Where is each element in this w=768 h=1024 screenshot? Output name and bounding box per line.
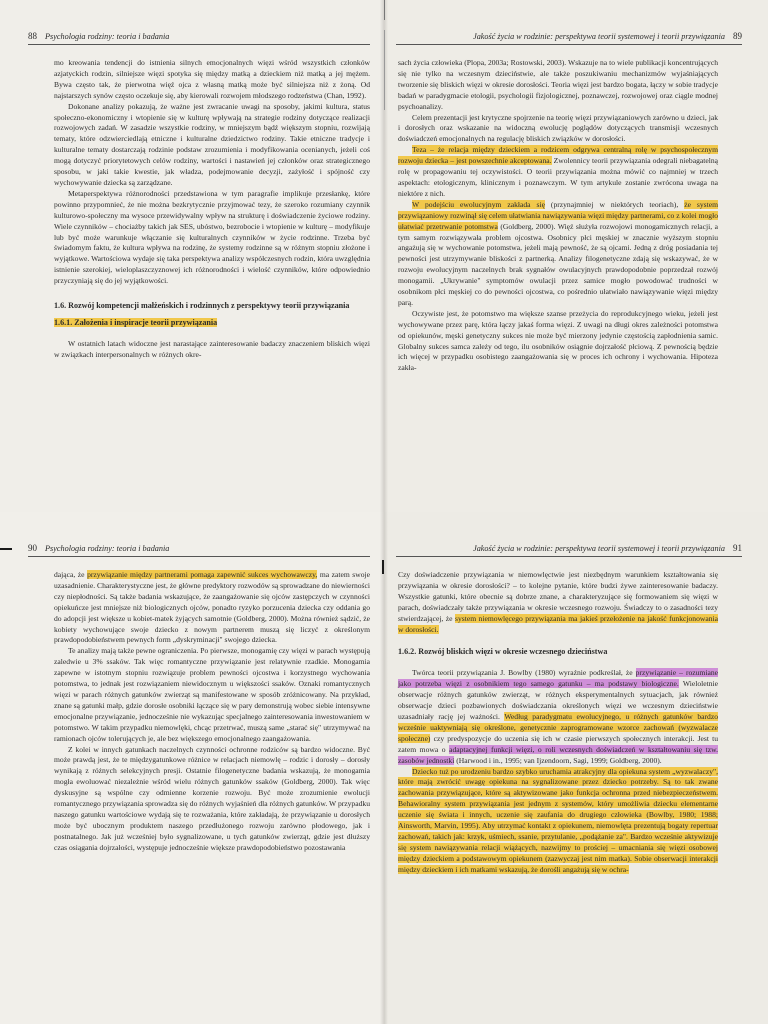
page-number: 90 bbox=[28, 543, 37, 553]
paragraph-text: ma zatem swoje uzasadnienie. Charakterystyczne jest, że główne predyktory rozwodów są sprowadzane do niewierności czy niepłodności. Są także badania wskazujące, że zaangażowanie się ojców zastępczych w czynności opiekuńcze jest mniejsze niż biologicznych ojców, ponadto ryzyko porzucenia dziecka czy oddania go do adopcji jest większe u kobiet-matek żyjących samotnie (Goldberg, 2000). Można również sądzić, że kobiety wychowujące swoje dziecko z nowym partnerem muszą się liczyć z określonym prawdopodobieństwem pewnych form „dyskryminacji" swojego dziecka. bbox=[54, 570, 371, 645]
paragraph-text: (Goldberg, 2000). Więź służyła rozwojowi monogamicznych relacji, a tym samym rozwiązywała problem ojcostwa. Osobnicy płci męskiej w znacznie wyższym stopniu angażują się w wychowanie potomstwa, jeżeli mają pewność, że są ojcami. Jedną z dróg posiadania tej pewności jest utrzymywanie bliskości z partnerką. Analizy filogenetyczne zdają się wskazywać, że w rozwoju ewolucyjnym naczelnych brak sygnałów owulacyjnych prawdopodobnie poprzedzał rozwój monogamii. „Ukrywanie" symptomów owulacji przez samice mogło powodować trudności w osobnikom płci męskiej co do pewności ojcostwa, co pośrednio ułatwiało nawiązywanie więzi między parą. bbox=[398, 221, 719, 307]
paragraph: sach życia człowieka (Plopa, 2003a; Rostowski, 2003). Wskazuje na to wiele publikacji koncentrujących się nie tylko na wczesnym dzieciństwie, ale także poszukiwaniu mechanizmów wyjaśniających tworzenie się bliskich więzi w okresie dorosłości. Teoria więzi jest bardzo bogata, łączy w sobie tradycje badań w paradygmacie etologii, psychologii fizjologicznej, poznawczej, rozwojowej oraz ciągle modnej psychoanalizy. bbox=[398, 58, 718, 111]
page-91 bbox=[384, 512, 768, 1024]
page-body bbox=[398, 58, 718, 374]
highlighted-passage: przywiązanie między partnerami pomaga zapewnić sukces wychowawczy, bbox=[87, 570, 318, 579]
paragraph-text: czy predyspozycje do uczenia się ich w czasie pierwszych społecznych interakcji. Jest tu zatem mowa o bbox=[398, 733, 718, 754]
highlighted-passage: W podejściu ewolucyjnym zakłada się bbox=[412, 199, 545, 209]
subsection-heading bbox=[54, 318, 370, 329]
page-89 bbox=[384, 0, 768, 512]
page-body bbox=[54, 58, 370, 361]
running-head bbox=[396, 30, 742, 45]
running-head-title: Jakość życia w rodzinie: perspektywa teorii systemowej i teorii przywiązania bbox=[473, 32, 725, 41]
paragraph bbox=[398, 668, 718, 766]
book-spine-shadow bbox=[380, 0, 388, 1024]
paragraph: Dokonane analizy pokazują, że ważne jest zwracanie uwagi na sposoby, jakimi kultura, status społeczno-ekonomiczny i wtopienie się w kulturę wpływają na strategie rodziny dotyczące realizacji rozwojowych zadań. W zasadzie wszystkie rodziny, w mniejszym bądź większym stopniu, rozwijają tematy, które odzwierciedlają etniczne i kulturalne dziedzictwo rodziny. Takie etniczne tradycje i kulturalne tematy dostarczają rodzinie podstaw zrozumienia i modyfikowania ocenianych, jeżeli coś mogą dotyczyć priorytetowych celów rodziny, wartości i nastawień jej członków oraz strategicznego sposobu, w jaki takie kwestie, jak władza, podejmowanie decyzji, zażyłość i spójność czy wychowywanie dziecka są zarządzane. bbox=[54, 101, 370, 187]
highlighted-passage: adaptacyjnej funkcji więzi, o roli wczesnych doświadczeń w kształtowaniu się tzw. zasobów jednostki bbox=[398, 744, 718, 765]
paragraph: W ostatnich latach widoczne jest narastające zainteresowanie badaczy znaczeniem bliskich więzi w związkach interpersonalnych w różnych okre- bbox=[54, 338, 370, 359]
highlighted-passage: Według paradygmatu ewolucyjnego, u różnych gatunków bardzo wcześnie uaktywniają się określone, genetycznie zaprogramowane wzorce zachowań (wyzwalacze społeczne) bbox=[398, 711, 718, 743]
highlighted-passage: Teza – że relacja między dzieckiem a rodzicem odgrywa centralną rolę w psychospołecznym rozwoju dziecka – jest powszechnie akceptowana. bbox=[398, 145, 718, 166]
highlighted-subheading: 1.6.1. Założenia i inspiracje teorii przywiązania bbox=[54, 317, 218, 327]
fold-line bbox=[384, 30, 385, 110]
page-number: 89 bbox=[733, 31, 742, 41]
page-body bbox=[398, 570, 718, 876]
running-head-title: Psychologia rodziny: teoria i badania bbox=[45, 544, 170, 553]
paragraph: Te analizy mają także pewne ograniczenia. Po pierwsze, monogamię czy więzi w parach występują zaledwie u 3% ssaków. Tak więc romantyczne przywiązanie jest relatywnie rzadkie. Monogamia zapewne w istotnym stopniu rozwiązuje problem pewności ojcostwa i korzystnego wychowania potomstwa, to jednak jest rozwiązaniem niewidocznym u większości ssaków. Oznaki romantycznych więzi w parach różnych gatunków zwierząt są manifestowane w sposób zróżnicowany. Na przykład, znane są gatunki małp, gdzie dorosłe osobniki łączące się w pary demonstrują wobec siebie intensywne emocjonalne przywiązanie, jednocześnie nie wykazując specjalnego zainteresowania inwestowaniem w potomstwo. W takim przypadku niemowlęki, chcąc przetrwać, muszą same „starać się" utrzymywać na ramionach ojców tolerujących je, ale bez większego emocjonalnego zaangażowania. bbox=[54, 646, 370, 743]
page-88 bbox=[0, 0, 384, 512]
paragraph bbox=[398, 767, 718, 876]
paragraph: Oczywiste jest, że potomstwo ma większe szanse przeżycia do reprodukcyjnego wieku, jeżeli jest wychowywane przez parę, która łączy jakaś forma więzi. Z uwagi na długi okres zależności potomstwa od opiekunów, męski genetyczny sukces nie może być mierzony jedynie częstością zapłodnienia samic. Globalny sukces samca zależy od tego, ilu osobników osiągnie dojrzałość płciową. Z pewnością będzie ich więcej w przypadku osobistego zaangażowania się w proces ich ochrony i wychowania. Hipoteza zakła- bbox=[398, 308, 718, 373]
highlighted-passage: Dziecko tuż po urodzeniu bardzo szybko uruchamia atrakcyjny dla opiekuna system „wyzwalaczy", które mają zwrócić uwagę opiekuna na sygnalizowane przez dziecko potrzeby. Są to tak zwane zachowania przywiązujące, które są aktywizowane jako funkcja ochronna przed niebezpieczeństwem. Behawioralny system przywiązania jest jednym z systemów, który umożliwia dziecku elementarne uczenie się świata i innych, uczenie się zaufania do drugiego człowieka (Bowlby, 1980; 1988; Ainsworth, Marvin, 1995). Aby utrzymać kontakt z opiekunem, niemowlęta prezentują bogaty repertuar zachowań, takich jak: krzyk, uśmiech, ssanie, przytulanie, „podążanie za". Bardzo wcześnie aktywizuje się system nawiązywania relacji wiążących, nazwijmy to prościej – umacniania się więzi osobowej między dzieckiem a podstawowym opiekunem (zazwyczaj jest nim matka). Sobie obserwacji interakcji między dzieckiem i ich matkami wskazują, że dorośli angażują się w ochra- bbox=[398, 766, 718, 874]
paragraph: Metaperspektywa różnorodności przedstawiona w tym paragrafie implikuje przesłankę, które powinno przypomnieć, że nie można bezkrytycznie przyjmować tezy, że szeroko rozumiany czynnik kulturowo-społeczny ma wysoce przewidywalny wpływ na strukturę i doświadczenie życiowe rodziny. Wiele czynników – chociażby takich jak SES, ubóstwo, bezrobocie i wtopienie w kulturę – modyfikuje lub być może warunkuje włączanie się kulturalnych czynników w życie rodzinne. Trzeba być świadomym faktu, że kultura wpływa na rodzinę, że systemy rodzinne są w różnym stopniu złożone i wyjątkowe. Wartościowa wydaje się taka perspektywa analizy współczesnych rodzin, która uwzględnia istnienie szerokiej, wieloplaszczyznowej ich różnorodności i wielość czynników, które odpowiednio przyczyniają się do jej wyjątkowości. bbox=[54, 188, 370, 286]
running-head bbox=[28, 542, 370, 557]
page-90 bbox=[0, 512, 384, 1024]
paragraph-text: (przynajmniej w niektórych teoriach), bbox=[544, 199, 685, 209]
subsection-heading: 1.6.2. Rozwój bliskich więzi w okresie wczesnego dzieciństwa bbox=[398, 647, 608, 657]
page-number: 91 bbox=[733, 543, 742, 553]
scan-mark bbox=[0, 548, 12, 550]
paragraph-text: Czy doświadczenie przywiązania w niemowlęctwie jest niezbędnym warunkiem kształtowania się przywiązania w okresie dorosłości? – to kolejne pytanie, które budzi żywe zainteresowanie badaczy. Wszystkie gatunki, które obecnie są dobrze znane, a charakteryzujące się formowaniem się więzi w parach, doświadczały także przywiązania w okresie wczesnego rozwoju. Świadczy to o zasadności tezy stwierdzającej, że bbox=[398, 570, 718, 623]
paragraph-text: Wieloletnie obserwacje różnych gatunków zwierząt, w różnych eksperymentalnych sytuacjach, jak również obserwacje dzieci pozbawionych doświadczania określonych więzi we wczesnym dzieciństwie uzasadniały rację jej ważności. bbox=[398, 679, 718, 721]
running-head bbox=[28, 30, 370, 45]
highlighted-passage: że system przywiązaniowy rozwinął się celem ułatwiania nawiązywania więzi między partnerami, co z kolei mogło ułatwiać przetrwanie potomstwa bbox=[398, 199, 719, 231]
running-head bbox=[396, 542, 742, 557]
paragraph bbox=[398, 200, 718, 309]
paragraph: Celem prezentacji jest krytyczne spojrzenie na teorię więzi przywiązaniowych zarówno u dzieci, jak i dorosłych oraz wskazanie na widoczną ewolucję poglądów dotyczących transmisji wczesnych doświadczeń emocjonalnych na regulację bliskich związków w dorosłości. bbox=[398, 112, 718, 144]
paragraph: Z kolei w innych gatunkach naczelnych czynności ochronne rodziców są bardzo widoczne. Być może prawdą jest, że te międzygatunkowe różnice w relacjach niemowlę – rodzic i dorosły – dorosły wynikają z różnych selekcyjnych presji. Ostatnie filogenetyczne badania wskazują, że monogamia mogła ewoluować niezależnie wśród wielu różnych gatunków ssaków (Goldberg, 2000). Tak więc dyskusyjne są wspólne czy odmienne korzenie rozwoju. Być może zrozumienie ewolucji romantycznego przywiązania sprowadza się do różnych wyjaśnień dla różnych gatunków. W przypadku naszego gatunku wartościowe wydają się te rozważania, które zakładają, że przywiązanie u dorosłych może być ubocznym produktem naszego przedłużonego rozwoju zarówno płodowego, jak i postnatalnego. Jak już wcześniej było sygnalizowane, u tych gatunków zwierząt, gdzie jest dłuższy czas osiągania dojrzałości, występuje jednocześnie większe prawdopodobieństwo pozostawania bbox=[54, 744, 370, 852]
paragraph-text: Zwolennicy teorii przywiązania odegrali niebagatelną rolę w propagowaniu tej oczywistości. O teorii przywiązania można mówić co najmniej w trzech aspektach: etologicznym, klinicznym i poznawczym. W tym artykule zostanie zwrócona uwaga na niektóre z nich. bbox=[398, 156, 719, 198]
paragraph-text: (Harwood i in., 1995; van Ijzendoorn, Sagi, 1999; Goldberg, 2000). bbox=[454, 755, 662, 765]
page-body bbox=[54, 570, 370, 854]
page-number: 88 bbox=[28, 31, 37, 41]
section-heading: 1.6. Rozwój kompetencji małżeńskich i rodzinnych z perspektywy teorii przywiązania bbox=[54, 301, 350, 311]
running-head-title: Psychologia rodziny: teoria i badania bbox=[45, 32, 170, 41]
scan-mark bbox=[382, 560, 384, 574]
running-head-title: Jakość życia w rodzinie: perspektywa teorii systemowej i teorii przywiązania bbox=[473, 544, 725, 553]
paragraph bbox=[54, 570, 370, 646]
highlighted-passage: system niemowlęcego przywiązania ma jakieś przełożenie na jakość funkcjonowania w dorosłości. bbox=[398, 613, 718, 634]
paragraph-text: Twórca teorii przywiązania J. Bowlby (1980) wyraźnie podkreślał, że bbox=[412, 668, 636, 678]
fold-line bbox=[384, 0, 385, 20]
paragraph bbox=[398, 145, 718, 200]
paragraph-text: dająca, że bbox=[54, 570, 88, 579]
paragraph bbox=[398, 570, 718, 635]
paragraph: mo kreowania tendencji do istnienia silnych emocjonalnych więzi wśród wszystkich członków azjatyckich rodzin, silniejsze więzi spotyka się między matką a dzieckiem niż matką a jej mężem. Bywa często tak, że pierwotna więź ojca z własną matką może być silniejsza niż z żoną. Od najstarszych synów często oczekuje się, aby kierowali rozwojem młodszego rodzeństwa (Chan, 1992). bbox=[54, 58, 370, 100]
highlighted-passage: przywiązanie – rozumiane jako potrzeba więzi z osobnikiem tego samego gatunku – ma podstawy biologiczne. bbox=[398, 668, 718, 689]
